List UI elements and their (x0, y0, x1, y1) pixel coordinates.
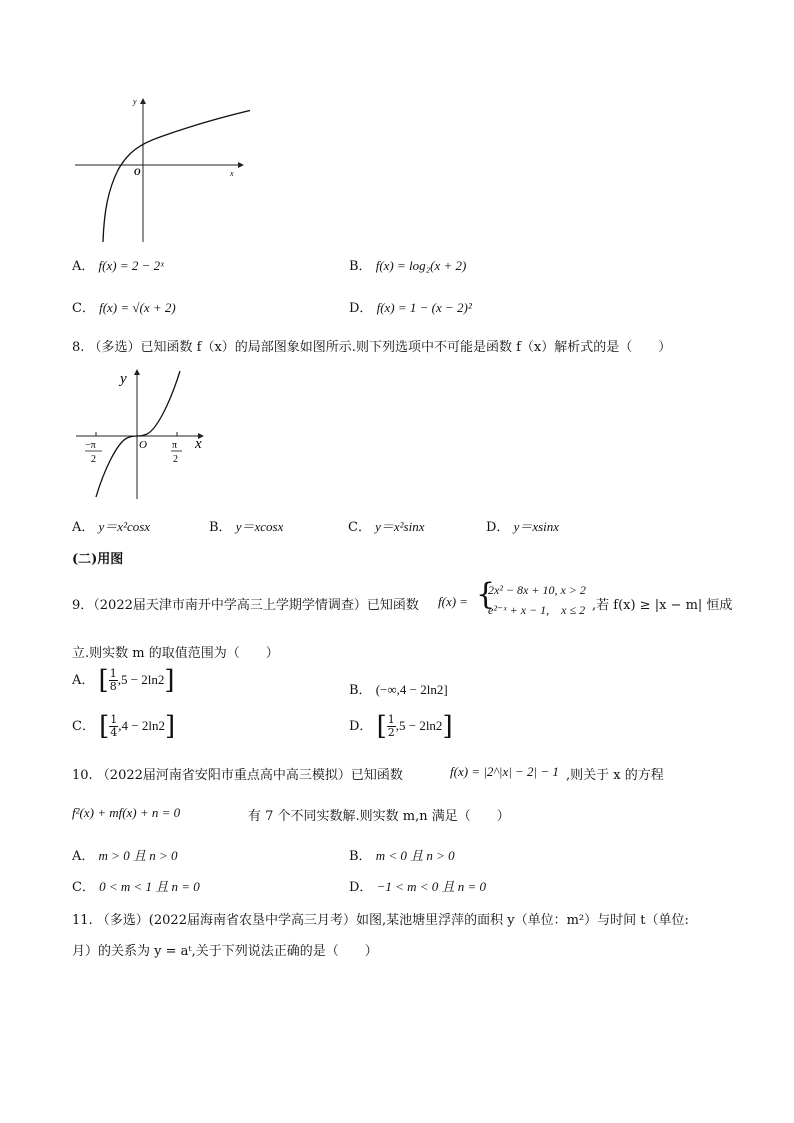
option-text: y＝x²cosx (98, 519, 151, 534)
option-text: f(x) = log₂(x + 2) (375, 258, 467, 273)
option-text: y＝xcosx (235, 519, 284, 534)
q10-stem-b: ,则关于 x 的方程 (566, 768, 664, 783)
q11-line2: 月）的关系为 y = aᵗ,关于下列说法正确的是（ ） (72, 944, 378, 959)
q9-option-a[interactable]: A． [ $\frac{1}{8}$ ,5 − 2ln2] (72, 665, 175, 696)
option-label: B． (349, 683, 372, 698)
option-text: m < 0 且 n > 0 (375, 848, 455, 863)
q10-stem-a: 10. （2022届河南省安阳市重点高中高三模拟）已知函数 (72, 768, 403, 783)
option-label: C． (72, 880, 95, 895)
q8-option-b[interactable] (209, 516, 283, 535)
q10-option-b[interactable] (349, 845, 455, 864)
option-label: D． (349, 301, 373, 316)
option-text: f(x) = 1 − (x − 2)² (376, 300, 472, 315)
q7-option-b[interactable] (349, 255, 466, 274)
q9-brace: { (476, 577, 496, 612)
option-text: ,5 − 2ln2 (117, 672, 165, 687)
q8-stem: 8. （多选）已知函数 f（x）的局部图象如图所示.则下列选项中不可能是函数 f（x）解析式的是（ ） (72, 340, 672, 355)
q9-fx: f(x) = (438, 594, 469, 609)
q9-stem-c: 立.则实数 m 的取值范围为（ ） (72, 646, 279, 661)
option-label: C． (348, 520, 371, 535)
section-title: (二)用图 (72, 552, 124, 567)
option-text: y＝xsinx (513, 519, 560, 534)
q9-piece2: e²⁻ˣ + x − 1, x ≤ 2 (488, 603, 586, 617)
q9-c-fraction: $\frac{1}{4}$ (110, 713, 118, 739)
option-text: m > 0 且 n > 0 (98, 848, 178, 863)
q10-option-c[interactable] (72, 876, 200, 895)
option-label: B． (349, 259, 372, 274)
q9-piece1: 2x² − 8x + 10, x > 2 (488, 583, 586, 597)
option-text: ,5 − 2ln2 (395, 718, 443, 733)
q8-pos-pi-label: π (172, 440, 178, 451)
q9-option-c[interactable]: C． [ $\frac{1}{4}$ ,4 − 2ln2] (72, 711, 176, 742)
option-label: A． (72, 520, 95, 535)
q8-neg-two-label: 2 (91, 454, 96, 465)
q10-option-a[interactable] (72, 845, 177, 864)
q9-a-fraction: $\frac{1}{8}$ (109, 667, 117, 693)
option-label: A． (72, 259, 95, 274)
option-text: 0 < m < 1 且 n = 0 (99, 879, 200, 894)
q8-option-a[interactable] (72, 516, 150, 535)
option-label: C． (72, 301, 95, 316)
q7-graph (70, 92, 250, 252)
option-label: B． (349, 849, 372, 864)
option-label: C． (72, 719, 95, 734)
option-label: A． (72, 673, 95, 688)
q8-neg-pi-label: −π (85, 440, 96, 451)
q7-curve (103, 110, 250, 242)
q7-y-label: y (133, 97, 137, 106)
q7-option-a[interactable] (72, 255, 164, 274)
q7-origin-label: O (134, 167, 141, 177)
option-text: f(x) = √(x + 2) (99, 300, 176, 315)
q9-d-fraction: $\frac{1}{2}$ (387, 713, 395, 739)
option-label: B． (209, 520, 232, 535)
option-text: (−∞,4 − 2ln2] (375, 682, 448, 697)
q10-stem-c: 有 7 个不同实数解.则实数 m,n 满足（ ） (248, 809, 510, 824)
q9-stem-a: 9．（2022届天津市南开中学高三上学期学情调查）已知函数 (72, 598, 419, 613)
q10-fx: f(x) = |2^|x| − 2| − 1 (450, 764, 559, 779)
q8-curve (96, 371, 180, 497)
option-text: −1 < m < 0 且 n = 0 (376, 879, 487, 894)
option-label: D． (486, 520, 510, 535)
q8-pos-two-label: 2 (173, 454, 178, 465)
q9-option-b[interactable] (349, 679, 448, 698)
q10-equation: f²(x) + mf(x) + n = 0 (72, 805, 181, 820)
q9-option-d[interactable]: D． [ $\frac{1}{2}$ ,5 − 2ln2] (349, 711, 453, 742)
option-text: y＝x²sinx (375, 519, 425, 534)
q10-option-d[interactable] (349, 876, 486, 895)
option-text: f(x) = 2 − 2ˣ (98, 258, 164, 273)
q8-origin-label: O (139, 439, 147, 451)
q7-x-label: x (230, 169, 234, 178)
option-text: ,4 − 2ln2 (118, 718, 165, 733)
option-label: A． (72, 849, 95, 864)
option-label: D． (349, 880, 373, 895)
q7-option-c[interactable] (72, 297, 176, 316)
q8-option-c[interactable] (348, 516, 424, 535)
q8-y-label: y (120, 371, 127, 387)
q8-x-label: x (195, 436, 202, 452)
q7-option-d[interactable] (349, 297, 472, 316)
q8-option-d[interactable] (486, 516, 559, 535)
q8-graph (72, 365, 212, 505)
q11-line1: 11. （多选）(2022届海南省农垦中学高三月考）如图,某池塘里浮萍的面积 y（单位：m²）与时间 t（单位: (72, 913, 689, 928)
option-label: D． (349, 719, 373, 734)
q9-stem-b: ,若 f(x) ≥ |x − m| 恒成 (592, 598, 733, 613)
